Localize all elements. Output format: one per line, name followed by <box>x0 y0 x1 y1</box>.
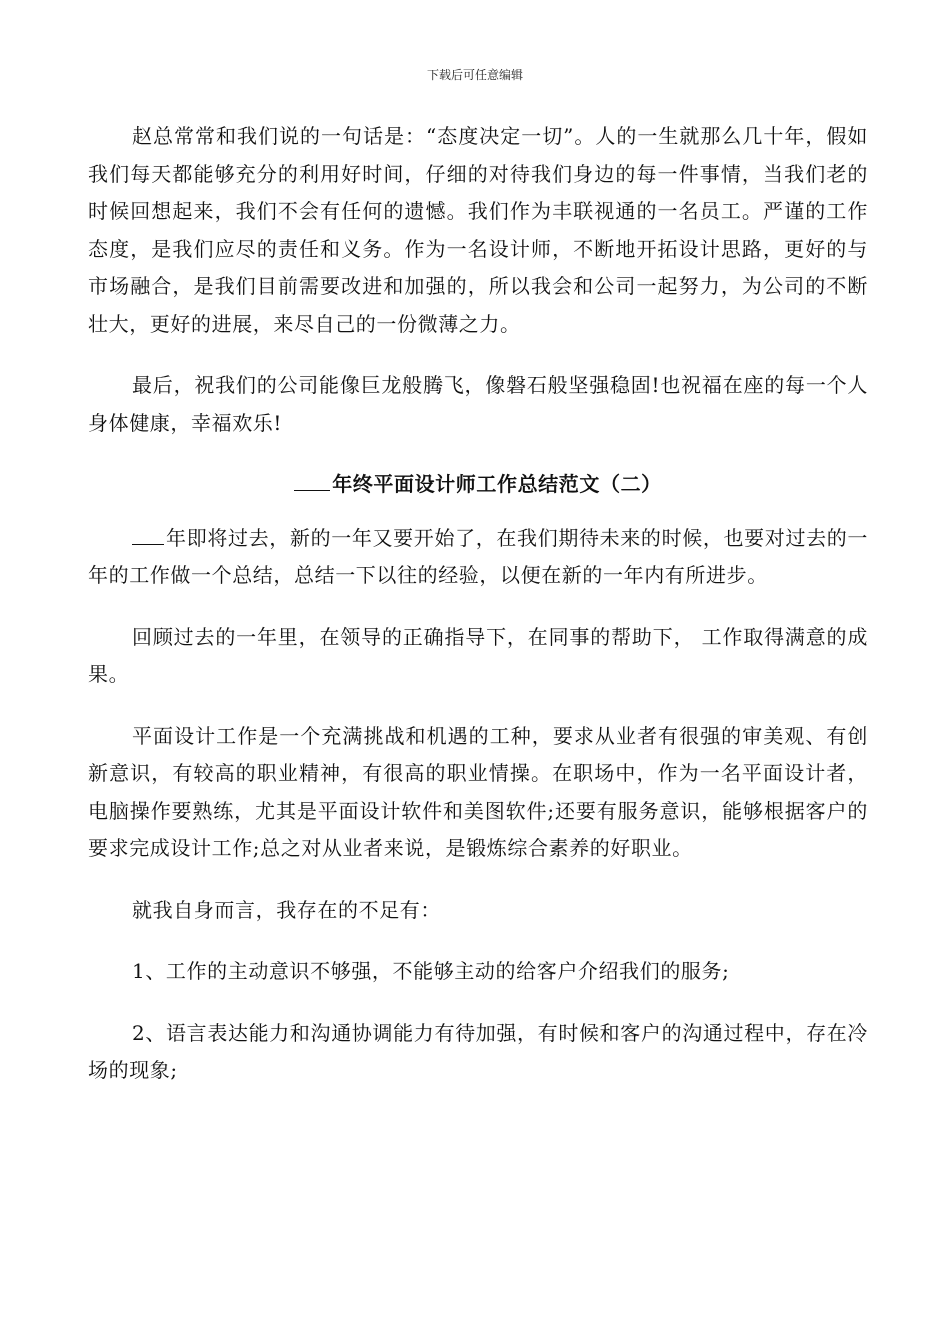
paragraph-year-intro-text: 年即将过去，新的一年又要开始了，在我们期待未来的时候，也要对过去的一年的工作做一个总结，总结一下以往的经验，以便在新的一年内有所进步。 <box>88 525 868 587</box>
paragraph-blessing: 最后，祝我们的公司能像巨龙般腾飞，像磐石般坚强稳固!也祝福在座的每一个人身体健康，幸福欢乐! <box>88 373 868 435</box>
section-heading-text: 年终平面设计师工作总结范文（二） <box>332 472 662 496</box>
page-header-note: 下载后可任意编辑 <box>426 68 523 82</box>
section-heading <box>88 466 868 504</box>
paragraph-review: 回顾过去的一年里，在领导的正确指导下，在同事的帮助下， 工作取得满意的成果。 <box>88 624 868 686</box>
paragraph-shortcomings-intro: 就我自身而言，我存在的不足有： <box>132 897 441 922</box>
paragraph-job-description: 平面设计工作是一个充满挑战和机遇的工种，要求从业者有很强的审美观、有创新意识，有较高的职业精神，有很高的职业情操。在职场中，作为一名平面设计者，电脑操作要熟练，尤其是平面设计软件和美图软件;还要有服务意识，能够根据客户的要求完成设计工作;总之对从业者来说，是锻炼综合素养的好职业。 <box>88 723 868 860</box>
list-item-shortcoming-1: 1、工作的主动意识不够强，不能够主动的给客户介绍我们的服务; <box>132 959 730 983</box>
paragraph-year-intro <box>88 520 868 595</box>
document-body <box>88 118 868 1114</box>
paragraph-attitude: 赵总常常和我们说的一句话是：“态度决定一切”。人的一生就那么几十年，假如我们每天都能够充分的利用好时间，仔细的对待我们身边的每一件事情，当我们老的时候回想起来，我们不会有任何的遗憾。我们作为丰联视通的一名员工。严谨的工作态度，是我们应尽的责任和义务。作为一名设计师，不断地开拓设计思路，更好的与市场融合，是我们目前需要改进和加强的，所以我会和公司一起努力，为公司的不断壮大，更好的进展，来尽自己的一份微薄之力。 <box>88 124 868 336</box>
list-item-shortcoming-2: 2、语言表达能力和沟通协调能力有待加强，有时候和客户的沟通过程中，存在冷场的现象; <box>88 1020 868 1082</box>
heading-year-blank <box>294 470 330 491</box>
intro-year-blank <box>132 524 164 545</box>
